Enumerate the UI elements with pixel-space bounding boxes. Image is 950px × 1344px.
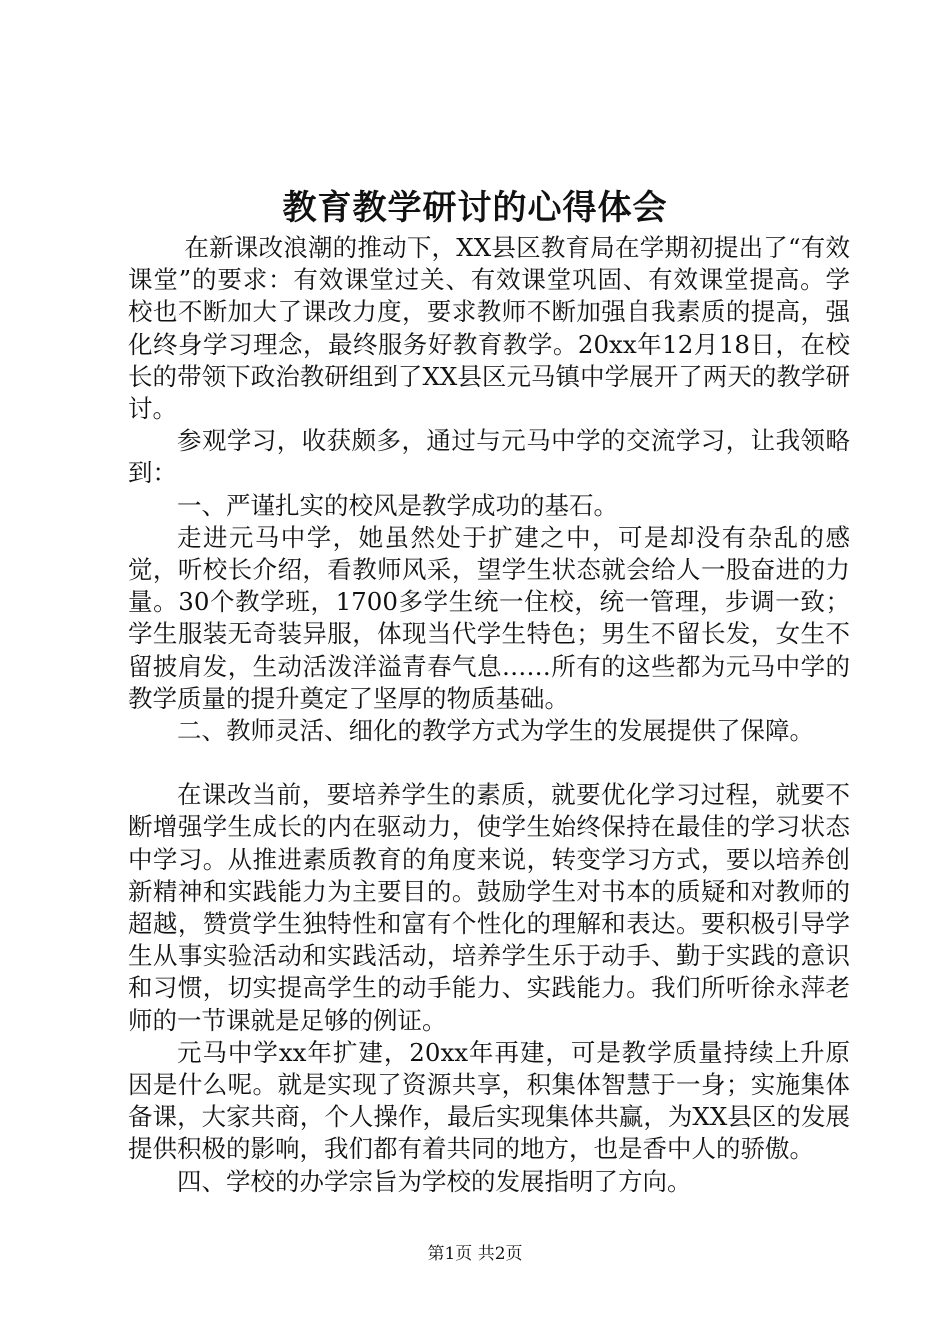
document-body <box>128 232 850 1198</box>
page-footer: 第1页 共2页 <box>427 1244 523 1264</box>
section-heading-4: 四、学校的办学宗旨为学校的发展指明了方向。 <box>177 1166 692 1196</box>
section-heading-1: 一、严谨扎实的校风是教学成功的基石。 <box>177 490 618 520</box>
paragraph-visit: 参观学习，收获颇多，通过与元马中学的交流学习，让我领略到： <box>128 426 850 488</box>
paragraph-teaching-method: 在课改当前，要培养学生的素质，就要优化学习过程，就要不断增强学生成长的内在驱动力，使学生始终保持在最佳的学习状态中学习。从推进素质教育的角度来说，转变学习方式，要以培养创新精神和实践能力为主要目的。鼓励学生对书本的质疑和对教师的超越，赞赏学生独特性和富有个性化的理解和表达。要积极引导学生从事实验活动和实践活动，培养学生乐于动手、勤于实践的意识和习惯，切实提高学生的动手能力、实践能力。我们所听徐永萍老师的一节课就是足够的例证。 <box>128 780 850 1035</box>
paragraph-resource-sharing: 元马中学xx年扩建，20xx年再建，可是教学质量持续上升原因是什么呢。就是实现了资源共享，积集体智慧于一身；实施集体备课，大家共商，个人操作，最后实现集体共赢，为XX县区的发展提供积极的影响，我们都有着共同的地方，也是香中人的骄傲。 <box>128 1037 850 1164</box>
document-title: 教育教学研讨的心得体会 <box>282 188 668 228</box>
paragraph-intro: 在新课改浪潮的推动下，XX县区教育局在学期初提出了“有效课堂”的要求：有效课堂过关、有效课堂巩固、有效课堂提高。学校也不断加大了课改力度，要求教师不断加强自我素质的提高，强化终身学习理念，最终服务好教育教学。20xx年12月18日，在校长的带领下政治教研组到了XX县区元马镇中学展开了两天的教学研讨。 <box>128 233 850 424</box>
section-heading-2: 二、教师灵活、细化的教学方式为学生的发展提供了保障。 <box>177 716 814 746</box>
paragraph-school-style: 走进元马中学，她虽然处于扩建之中，可是却没有杂乱的感觉，听校长介绍，看教师风采，望学生状态就会给人一股奋进的力量。30个教学班，1700多学生统一住校，统一管理，步调一致；学生服装无奇装异服，体现当代学生特色；男生不留长发，女生不留披肩发，生动活泼洋溢青春气息……所有的这些都为元马中学的教学质量的提升奠定了坚厚的物质基础。 <box>128 522 850 713</box>
